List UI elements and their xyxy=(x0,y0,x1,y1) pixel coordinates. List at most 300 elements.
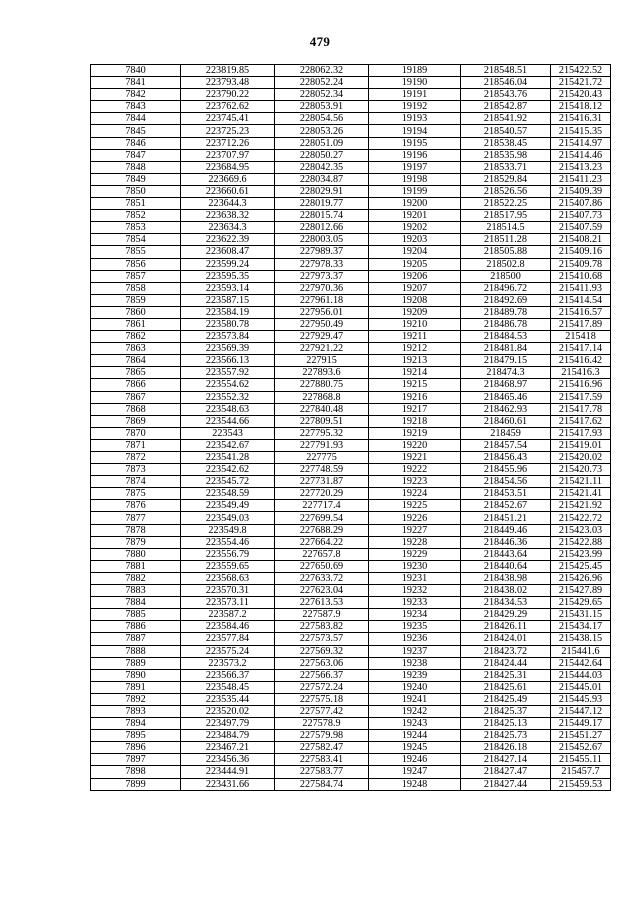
table-cell-point-id-left: 7869 xyxy=(91,415,181,427)
table-cell-point-id-left: 7868 xyxy=(91,403,181,415)
table-row xyxy=(91,270,611,282)
table-cell-x-right: 218449.46 xyxy=(461,524,551,536)
table-cell-point-id-right: 19246 xyxy=(369,754,461,766)
table-cell-point-id-left: 7891 xyxy=(91,681,181,693)
table-cell-x-right: 218492.69 xyxy=(461,294,551,306)
table-cell-y-right: 215451.27 xyxy=(551,730,611,742)
table-cell-y-left: 227809.51 xyxy=(275,415,369,427)
table-cell-point-id-left: 7843 xyxy=(91,101,181,113)
table-cell-y-right: 215459.53 xyxy=(551,778,611,790)
table-cell-point-id-left: 7855 xyxy=(91,246,181,258)
table-cell-x-right: 218453.51 xyxy=(461,488,551,500)
table-cell-point-id-right: 19207 xyxy=(369,282,461,294)
table-cell-x-right: 218452.67 xyxy=(461,500,551,512)
table-cell-x-right: 218425.13 xyxy=(461,718,551,730)
table-cell-x-right: 218548.51 xyxy=(461,65,551,77)
table-cell-y-right: 215420.02 xyxy=(551,452,611,464)
table-cell-x-right: 218489.78 xyxy=(461,306,551,318)
table-cell-x-left: 223707.97 xyxy=(181,149,275,161)
table-cell-x-left: 223584.19 xyxy=(181,306,275,318)
table-row xyxy=(91,331,611,343)
table-cell-point-id-right: 19208 xyxy=(369,294,461,306)
table-cell-x-right: 218451.21 xyxy=(461,512,551,524)
table-cell-point-id-right: 19240 xyxy=(369,681,461,693)
table-cell-y-right: 215422.52 xyxy=(551,65,611,77)
table-cell-x-left: 223684.95 xyxy=(181,161,275,173)
table-cell-point-id-left: 7846 xyxy=(91,137,181,149)
table-row xyxy=(91,282,611,294)
table-cell-y-left: 228015.74 xyxy=(275,210,369,222)
table-cell-y-left: 228012.66 xyxy=(275,222,369,234)
table-cell-x-right: 218535.98 xyxy=(461,149,551,161)
table-cell-point-id-right: 19205 xyxy=(369,258,461,270)
table-row xyxy=(91,572,611,584)
table-cell-x-left: 223431.66 xyxy=(181,778,275,790)
table-cell-x-right: 218425.31 xyxy=(461,669,551,681)
table-row xyxy=(91,669,611,681)
table-cell-point-id-left: 7894 xyxy=(91,718,181,730)
table-cell-x-left: 223569.39 xyxy=(181,343,275,355)
table-row xyxy=(91,234,611,246)
table-cell-y-left: 227929.47 xyxy=(275,331,369,343)
table-cell-y-left: 227915 xyxy=(275,355,369,367)
table-cell-point-id-right: 19206 xyxy=(369,270,461,282)
table-cell-y-right: 215415.35 xyxy=(551,125,611,137)
table-cell-y-right: 215423.03 xyxy=(551,524,611,536)
table-cell-x-right: 218505.88 xyxy=(461,246,551,258)
table-cell-point-id-right: 19223 xyxy=(369,476,461,488)
table-cell-point-id-right: 19233 xyxy=(369,597,461,609)
table-cell-y-right: 215410.68 xyxy=(551,270,611,282)
table-cell-y-left: 228034.87 xyxy=(275,173,369,185)
table-cell-x-left: 223549.03 xyxy=(181,512,275,524)
table-row xyxy=(91,355,611,367)
table-cell-y-left: 227893.6 xyxy=(275,367,369,379)
table-cell-point-id-left: 7854 xyxy=(91,234,181,246)
table-cell-point-id-left: 7870 xyxy=(91,427,181,439)
table-row xyxy=(91,778,611,790)
table-cell-point-id-left: 7849 xyxy=(91,173,181,185)
table-cell-x-right: 218514.5 xyxy=(461,222,551,234)
table-cell-y-right: 215421.92 xyxy=(551,500,611,512)
table-cell-y-right: 215407.59 xyxy=(551,222,611,234)
table-cell-x-right: 218542.87 xyxy=(461,101,551,113)
table-cell-y-right: 215414.54 xyxy=(551,294,611,306)
table-cell-y-right: 215416.96 xyxy=(551,379,611,391)
table-cell-point-id-left: 7860 xyxy=(91,306,181,318)
table-cell-y-left: 227961.18 xyxy=(275,294,369,306)
table-cell-point-id-left: 7852 xyxy=(91,210,181,222)
table-cell-y-right: 215452.67 xyxy=(551,742,611,754)
table-cell-y-left: 227775 xyxy=(275,452,369,464)
table-cell-point-id-right: 19204 xyxy=(369,246,461,258)
table-cell-x-left: 223542.67 xyxy=(181,439,275,451)
table-cell-point-id-right: 19197 xyxy=(369,161,461,173)
table-row xyxy=(91,476,611,488)
table-cell-x-left: 223554.62 xyxy=(181,379,275,391)
table-cell-x-right: 218465.46 xyxy=(461,391,551,403)
table-cell-point-id-right: 19235 xyxy=(369,621,461,633)
table-cell-point-id-left: 7873 xyxy=(91,464,181,476)
table-cell-x-left: 223712.26 xyxy=(181,137,275,149)
table-cell-x-right: 218425.73 xyxy=(461,730,551,742)
table-cell-y-left: 227868.8 xyxy=(275,391,369,403)
table-cell-x-right: 218500 xyxy=(461,270,551,282)
table-cell-point-id-right: 19227 xyxy=(369,524,461,536)
table-cell-y-right: 215417.89 xyxy=(551,318,611,330)
table-cell-x-left: 223497.79 xyxy=(181,718,275,730)
table-cell-y-right: 215421.11 xyxy=(551,476,611,488)
table-cell-x-right: 218460.61 xyxy=(461,415,551,427)
table-cell-y-right: 215447.12 xyxy=(551,705,611,717)
table-cell-point-id-left: 7871 xyxy=(91,439,181,451)
table-cell-x-left: 223566.37 xyxy=(181,669,275,681)
table-cell-point-id-right: 19241 xyxy=(369,693,461,705)
table-cell-y-right: 215434.17 xyxy=(551,621,611,633)
table-cell-y-left: 228003.05 xyxy=(275,234,369,246)
coordinates-table xyxy=(90,64,611,791)
table-cell-y-left: 227720.29 xyxy=(275,488,369,500)
table-cell-y-right: 215429.65 xyxy=(551,597,611,609)
table-cell-y-left: 227583.41 xyxy=(275,754,369,766)
table-cell-point-id-left: 7851 xyxy=(91,198,181,210)
table-row xyxy=(91,621,611,633)
table-cell-x-left: 223548.63 xyxy=(181,403,275,415)
table-cell-y-left: 227731.87 xyxy=(275,476,369,488)
table-cell-y-left: 227569.32 xyxy=(275,645,369,657)
table-cell-x-right: 218427.14 xyxy=(461,754,551,766)
table-cell-point-id-right: 19229 xyxy=(369,548,461,560)
table-cell-point-id-left: 7850 xyxy=(91,185,181,197)
table-cell-x-left: 223520.02 xyxy=(181,705,275,717)
table-cell-point-id-right: 19234 xyxy=(369,609,461,621)
table-row xyxy=(91,415,611,427)
table-cell-x-left: 223543 xyxy=(181,427,275,439)
table-cell-y-left: 228052.34 xyxy=(275,89,369,101)
table-cell-point-id-right: 19220 xyxy=(369,439,461,451)
table-row xyxy=(91,730,611,742)
table-cell-x-left: 223660.61 xyxy=(181,185,275,197)
table-cell-point-id-left: 7842 xyxy=(91,89,181,101)
table-cell-point-id-right: 19191 xyxy=(369,89,461,101)
table-row xyxy=(91,185,611,197)
table-row xyxy=(91,427,611,439)
table-row xyxy=(91,379,611,391)
table-cell-y-right: 215427.89 xyxy=(551,585,611,597)
table-cell-y-right: 215417.14 xyxy=(551,343,611,355)
table-row xyxy=(91,488,611,500)
table-cell-point-id-right: 19189 xyxy=(369,65,461,77)
table-cell-x-right: 218426.11 xyxy=(461,621,551,633)
table-cell-point-id-left: 7889 xyxy=(91,657,181,669)
table-cell-y-right: 215418.12 xyxy=(551,101,611,113)
table-row xyxy=(91,173,611,185)
table-row xyxy=(91,258,611,270)
table-cell-point-id-right: 19232 xyxy=(369,585,461,597)
table-cell-y-right: 215426.96 xyxy=(551,572,611,584)
table-cell-x-right: 218427.47 xyxy=(461,766,551,778)
table-cell-y-right: 215416.3 xyxy=(551,367,611,379)
table-row xyxy=(91,294,611,306)
table-cell-point-id-left: 7848 xyxy=(91,161,181,173)
table-cell-point-id-right: 19200 xyxy=(369,198,461,210)
table-cell-y-left: 227579.98 xyxy=(275,730,369,742)
table-cell-x-right: 218438.98 xyxy=(461,572,551,584)
table-cell-point-id-right: 19247 xyxy=(369,766,461,778)
table-cell-y-left: 227572.24 xyxy=(275,681,369,693)
table-cell-y-right: 215407.73 xyxy=(551,210,611,222)
page-number: 479 xyxy=(309,34,331,49)
table-cell-x-left: 223595.35 xyxy=(181,270,275,282)
table-cell-x-left: 223573.11 xyxy=(181,597,275,609)
table-cell-x-right: 218425.49 xyxy=(461,693,551,705)
table-cell-point-id-right: 19225 xyxy=(369,500,461,512)
table-row xyxy=(91,125,611,137)
table-cell-x-left: 223566.13 xyxy=(181,355,275,367)
table-row xyxy=(91,718,611,730)
table-cell-y-right: 215419.01 xyxy=(551,439,611,451)
table-cell-y-left: 227956.01 xyxy=(275,306,369,318)
table-row xyxy=(91,681,611,693)
table-cell-y-left: 227573.57 xyxy=(275,633,369,645)
table-cell-x-left: 223593.14 xyxy=(181,282,275,294)
table-cell-point-id-left: 7861 xyxy=(91,318,181,330)
table-cell-y-right: 215445.01 xyxy=(551,681,611,693)
table-cell-point-id-left: 7853 xyxy=(91,222,181,234)
table-row xyxy=(91,198,611,210)
table-cell-x-left: 223535.44 xyxy=(181,693,275,705)
table-cell-point-id-right: 19203 xyxy=(369,234,461,246)
table-cell-point-id-left: 7892 xyxy=(91,693,181,705)
table-cell-y-left: 228042.35 xyxy=(275,161,369,173)
table-cell-x-right: 218446.36 xyxy=(461,536,551,548)
table-cell-point-id-left: 7845 xyxy=(91,125,181,137)
table-cell-x-right: 218481.84 xyxy=(461,343,551,355)
table-cell-x-left: 223545.72 xyxy=(181,476,275,488)
table-cell-point-id-left: 7865 xyxy=(91,367,181,379)
table-cell-point-id-right: 19248 xyxy=(369,778,461,790)
table-row xyxy=(91,585,611,597)
table-cell-y-right: 215417.78 xyxy=(551,403,611,415)
table-cell-point-id-right: 19231 xyxy=(369,572,461,584)
table-cell-point-id-right: 19211 xyxy=(369,331,461,343)
table-cell-y-right: 215409.78 xyxy=(551,258,611,270)
table-cell-point-id-right: 19192 xyxy=(369,101,461,113)
table-row xyxy=(91,560,611,572)
table-cell-point-id-right: 19224 xyxy=(369,488,461,500)
table-cell-point-id-left: 7866 xyxy=(91,379,181,391)
table-row xyxy=(91,766,611,778)
table-cell-y-left: 227582.47 xyxy=(275,742,369,754)
table-row xyxy=(91,693,611,705)
table-cell-y-right: 215449.17 xyxy=(551,718,611,730)
table-cell-point-id-left: 7890 xyxy=(91,669,181,681)
table-cell-point-id-right: 19210 xyxy=(369,318,461,330)
table-cell-point-id-right: 19217 xyxy=(369,403,461,415)
table-cell-x-right: 218426.18 xyxy=(461,742,551,754)
table-row xyxy=(91,754,611,766)
table-cell-x-left: 223456.36 xyxy=(181,754,275,766)
table-cell-x-left: 223584.46 xyxy=(181,621,275,633)
table-cell-point-id-right: 19213 xyxy=(369,355,461,367)
table-cell-point-id-right: 19216 xyxy=(369,391,461,403)
table-cell-x-right: 218424.01 xyxy=(461,633,551,645)
table-cell-y-left: 227584.74 xyxy=(275,778,369,790)
table-cell-y-right: 215416.31 xyxy=(551,113,611,125)
table-cell-point-id-right: 19226 xyxy=(369,512,461,524)
table-cell-x-left: 223548.59 xyxy=(181,488,275,500)
table-cell-y-left: 227699.54 xyxy=(275,512,369,524)
table-cell-y-right: 215416.57 xyxy=(551,306,611,318)
table-cell-point-id-left: 7888 xyxy=(91,645,181,657)
table-cell-y-right: 215457.7 xyxy=(551,766,611,778)
table-cell-x-left: 223790.22 xyxy=(181,89,275,101)
table-cell-y-left: 227978.33 xyxy=(275,258,369,270)
table-cell-y-left: 228029.91 xyxy=(275,185,369,197)
table-row xyxy=(91,391,611,403)
table-cell-point-id-right: 19212 xyxy=(369,343,461,355)
table-cell-point-id-right: 19230 xyxy=(369,560,461,572)
table-cell-x-right: 218438.02 xyxy=(461,585,551,597)
table-cell-point-id-left: 7899 xyxy=(91,778,181,790)
table-row xyxy=(91,609,611,621)
table-row xyxy=(91,548,611,560)
table-cell-x-left: 223541.28 xyxy=(181,452,275,464)
table-cell-x-right: 218474.3 xyxy=(461,367,551,379)
table-cell-y-right: 215442.64 xyxy=(551,657,611,669)
table-cell-y-left: 227950.49 xyxy=(275,318,369,330)
table-cell-point-id-right: 19219 xyxy=(369,427,461,439)
table-cell-x-left: 223819.85 xyxy=(181,65,275,77)
table-row xyxy=(91,439,611,451)
table-row xyxy=(91,137,611,149)
table-cell-point-id-right: 19242 xyxy=(369,705,461,717)
table-cell-y-left: 228053.26 xyxy=(275,125,369,137)
table-cell-x-right: 218540.57 xyxy=(461,125,551,137)
table-cell-x-right: 218443.64 xyxy=(461,548,551,560)
table-cell-y-right: 215411.93 xyxy=(551,282,611,294)
table-cell-y-left: 227989.37 xyxy=(275,246,369,258)
table-cell-x-left: 223573.2 xyxy=(181,657,275,669)
table-cell-point-id-left: 7876 xyxy=(91,500,181,512)
table-cell-y-left: 227840.48 xyxy=(275,403,369,415)
table-cell-y-left: 228052.24 xyxy=(275,77,369,89)
table-cell-y-left: 227577.42 xyxy=(275,705,369,717)
table-cell-point-id-right: 19222 xyxy=(369,464,461,476)
table-cell-point-id-left: 7867 xyxy=(91,391,181,403)
table-cell-point-id-right: 19190 xyxy=(369,77,461,89)
table-cell-point-id-left: 7896 xyxy=(91,742,181,754)
table-cell-y-right: 215421.72 xyxy=(551,77,611,89)
table-cell-y-left: 227880.75 xyxy=(275,379,369,391)
table-row xyxy=(91,536,611,548)
table-row xyxy=(91,77,611,89)
table-cell-point-id-right: 19218 xyxy=(369,415,461,427)
table-row xyxy=(91,161,611,173)
table-cell-point-id-right: 19239 xyxy=(369,669,461,681)
table-cell-y-left: 227748.59 xyxy=(275,464,369,476)
table-cell-point-id-right: 19243 xyxy=(369,718,461,730)
table-cell-y-right: 215409.16 xyxy=(551,246,611,258)
table-cell-y-right: 215455.11 xyxy=(551,754,611,766)
table-cell-x-left: 223762.62 xyxy=(181,101,275,113)
table-cell-x-right: 218459 xyxy=(461,427,551,439)
table-cell-x-right: 218517.95 xyxy=(461,210,551,222)
table-row xyxy=(91,705,611,717)
table-cell-point-id-left: 7886 xyxy=(91,621,181,633)
table-cell-x-right: 218429.29 xyxy=(461,609,551,621)
table-cell-point-id-left: 7847 xyxy=(91,149,181,161)
table-cell-point-id-left: 7859 xyxy=(91,294,181,306)
table-row xyxy=(91,645,611,657)
table-cell-y-left: 228054.56 xyxy=(275,113,369,125)
table-cell-y-left: 227633.72 xyxy=(275,572,369,584)
table-cell-y-right: 215423.99 xyxy=(551,548,611,560)
table-row xyxy=(91,464,611,476)
table-cell-x-left: 223549.49 xyxy=(181,500,275,512)
table-cell-x-right: 218425.37 xyxy=(461,705,551,717)
table-cell-x-right: 218543.76 xyxy=(461,89,551,101)
table-row xyxy=(91,246,611,258)
table-cell-x-left: 223745.41 xyxy=(181,113,275,125)
table-row xyxy=(91,524,611,536)
table-cell-point-id-left: 7862 xyxy=(91,331,181,343)
table-cell-x-left: 223557.92 xyxy=(181,367,275,379)
table-cell-x-left: 223580.78 xyxy=(181,318,275,330)
table-cell-x-right: 218424.44 xyxy=(461,657,551,669)
table-cell-point-id-right: 19202 xyxy=(369,222,461,234)
table-cell-point-id-right: 19209 xyxy=(369,306,461,318)
table-cell-x-right: 218522.25 xyxy=(461,198,551,210)
table-row xyxy=(91,101,611,113)
table-cell-point-id-left: 7841 xyxy=(91,77,181,89)
table-cell-y-right: 215438.15 xyxy=(551,633,611,645)
table-row xyxy=(91,149,611,161)
table-cell-x-left: 223587.2 xyxy=(181,609,275,621)
table-row xyxy=(91,210,611,222)
table-cell-x-right: 218533.71 xyxy=(461,161,551,173)
table-cell-point-id-right: 19245 xyxy=(369,742,461,754)
table-cell-y-right: 215441.6 xyxy=(551,645,611,657)
table-cell-y-right: 215411.23 xyxy=(551,173,611,185)
table-cell-x-left: 223570.31 xyxy=(181,585,275,597)
table-cell-point-id-right: 19214 xyxy=(369,367,461,379)
table-cell-point-id-left: 7872 xyxy=(91,452,181,464)
table-cell-y-right: 215414.97 xyxy=(551,137,611,149)
table-cell-point-id-right: 19198 xyxy=(369,173,461,185)
table-cell-point-id-right: 19201 xyxy=(369,210,461,222)
table-cell-point-id-left: 7895 xyxy=(91,730,181,742)
table-cell-y-right: 215422.72 xyxy=(551,512,611,524)
table-cell-y-left: 227921.22 xyxy=(275,343,369,355)
table-cell-y-right: 215417.62 xyxy=(551,415,611,427)
table-cell-y-right: 215407.86 xyxy=(551,198,611,210)
table-cell-y-right: 215418 xyxy=(551,331,611,343)
table-cell-x-right: 218486.78 xyxy=(461,318,551,330)
table-cell-y-right: 215425.45 xyxy=(551,560,611,572)
table-cell-x-right: 218455.96 xyxy=(461,464,551,476)
table-cell-x-left: 223548.45 xyxy=(181,681,275,693)
table-cell-y-right: 215422.88 xyxy=(551,536,611,548)
table-cell-x-right: 218479.15 xyxy=(461,355,551,367)
table-cell-y-right: 215421.41 xyxy=(551,488,611,500)
table-cell-x-left: 223575.24 xyxy=(181,645,275,657)
table-cell-point-id-left: 7875 xyxy=(91,488,181,500)
table-row xyxy=(91,452,611,464)
table-cell-x-left: 223467.21 xyxy=(181,742,275,754)
table-row xyxy=(91,597,611,609)
table-cell-point-id-left: 7880 xyxy=(91,548,181,560)
